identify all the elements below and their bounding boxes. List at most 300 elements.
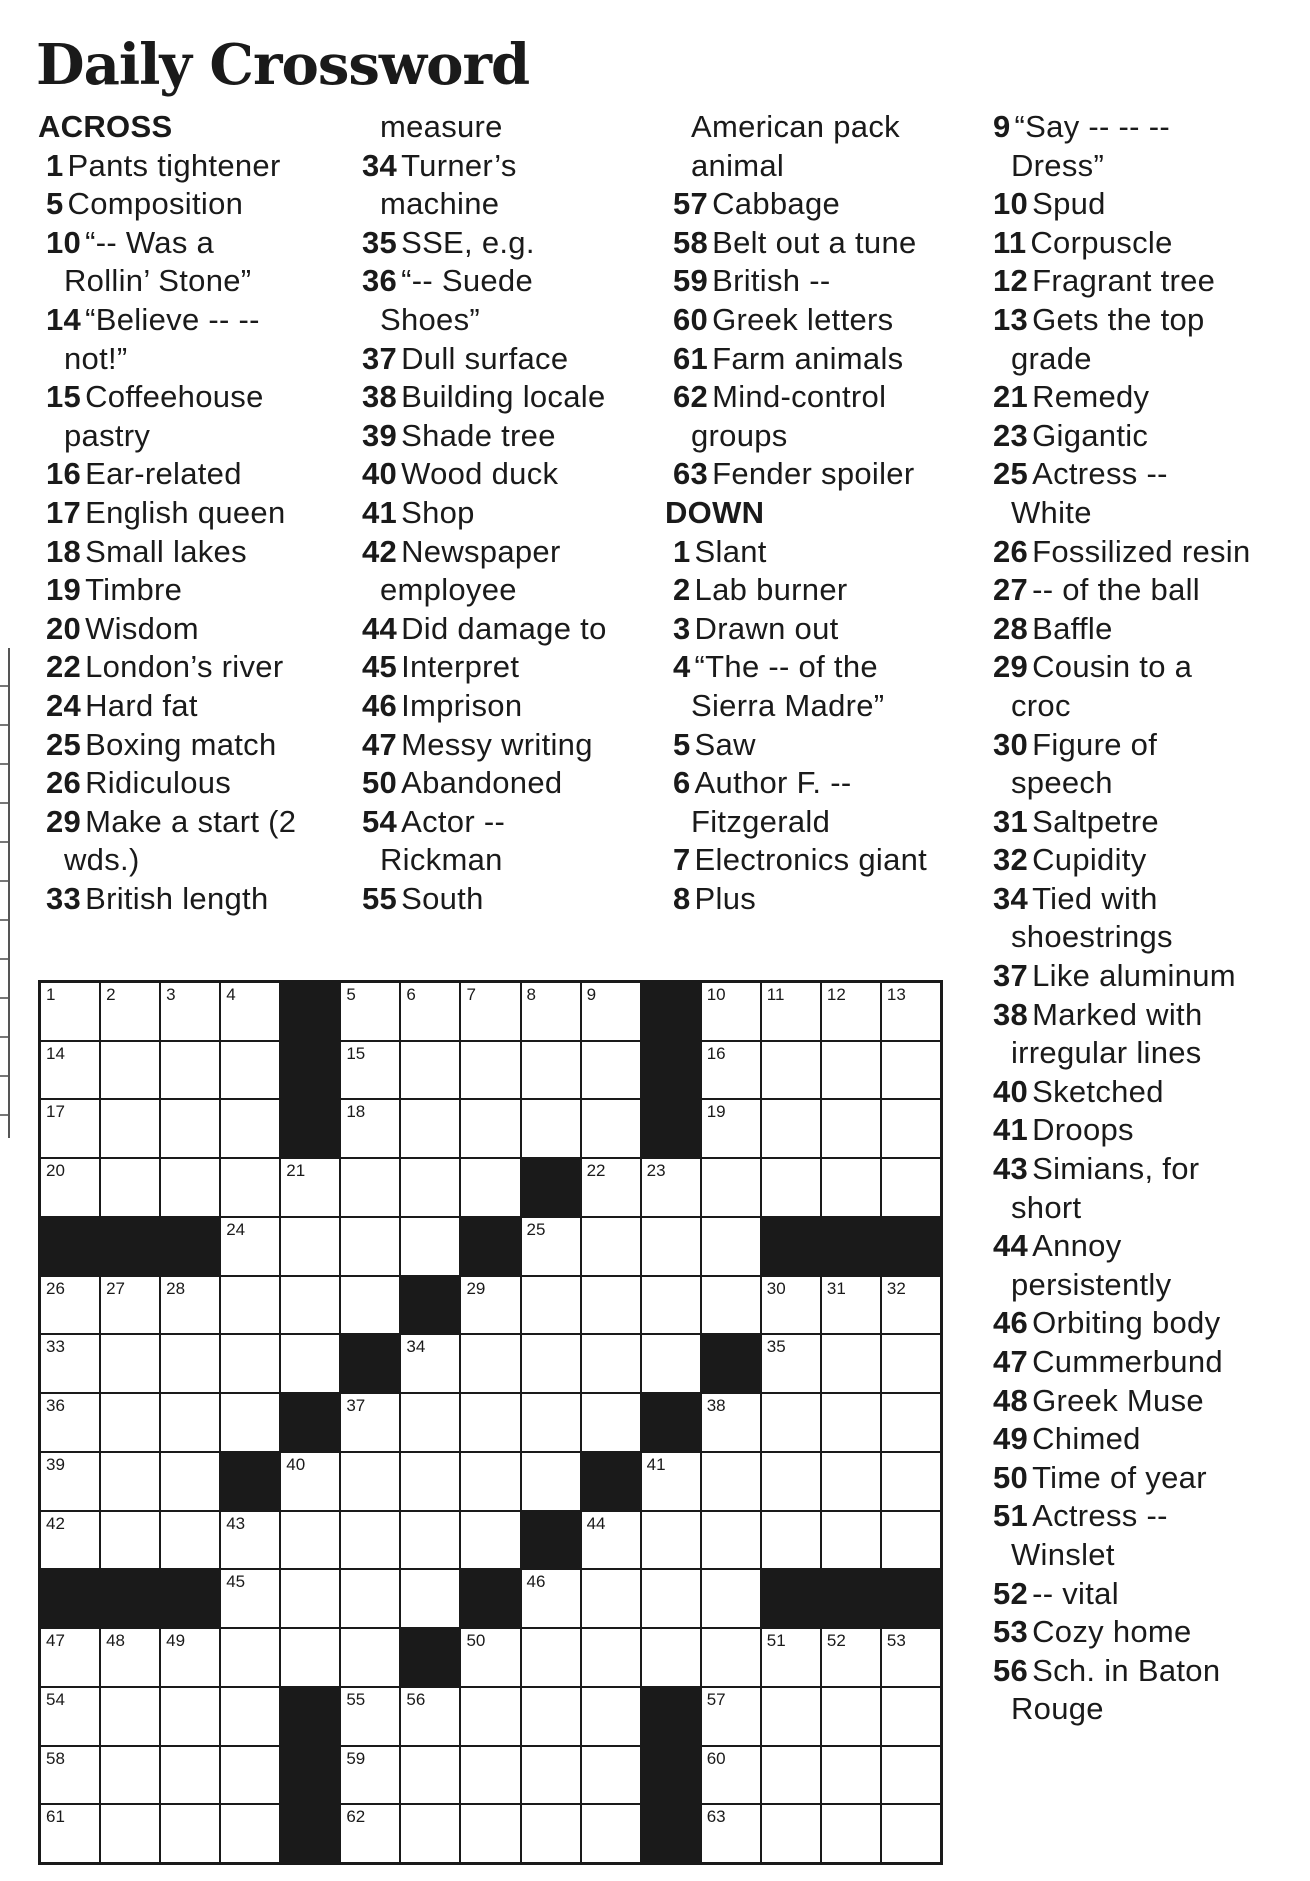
clue (665, 262, 965, 301)
answer-cell[interactable] (822, 1629, 880, 1686)
answer-cell[interactable] (582, 1747, 640, 1804)
clue-number: 36 (362, 263, 398, 299)
cell-number: 15 (346, 1043, 366, 1063)
answer-cell[interactable] (522, 1570, 580, 1627)
answer-cell[interactable] (522, 1335, 580, 1392)
clue-text: Sierra Madre” (691, 687, 885, 723)
answer-cell[interactable] (281, 1570, 339, 1627)
answer-cell[interactable] (882, 1688, 940, 1745)
answer-cell[interactable] (101, 1453, 159, 1510)
answer-cell[interactable] (161, 1394, 219, 1451)
answer-cell[interactable] (762, 1453, 820, 1510)
answer-cell[interactable] (401, 1570, 459, 1627)
answer-cell[interactable] (882, 1335, 940, 1392)
answer-cell[interactable] (461, 1629, 519, 1686)
answer-cell[interactable] (882, 1629, 940, 1686)
black-square (642, 1394, 700, 1451)
black-square (762, 1570, 820, 1627)
answer-cell[interactable] (762, 1512, 820, 1569)
answer-cell[interactable] (221, 1512, 279, 1569)
answer-cell[interactable] (41, 1629, 99, 1686)
answer-cell[interactable] (161, 1042, 219, 1099)
clue-text: “Say -- -- -- (1014, 109, 1170, 144)
answer-cell[interactable] (281, 1335, 339, 1392)
answer-cell[interactable] (281, 1218, 339, 1275)
clue (354, 764, 654, 803)
clue-text: Fender spoiler (712, 456, 915, 492)
answer-cell[interactable] (882, 1747, 940, 1804)
answer-cell[interactable] (461, 1394, 519, 1451)
answer-cell[interactable] (401, 1453, 459, 1510)
answer-cell[interactable] (762, 1805, 820, 1862)
answer-cell[interactable] (101, 1688, 159, 1745)
answer-cell[interactable] (882, 983, 940, 1040)
clue-number: 2 (673, 572, 691, 608)
answer-cell[interactable] (161, 1805, 219, 1862)
answer-cell[interactable] (822, 1100, 880, 1157)
across-heading: ACROSS (38, 109, 173, 144)
clue (38, 533, 338, 572)
answer-cell[interactable] (221, 1042, 279, 1099)
answer-cell[interactable] (642, 1512, 700, 1569)
clue-text: Small lakes (85, 533, 247, 569)
answer-cell[interactable] (522, 1277, 580, 1334)
clue-continuation (665, 687, 965, 726)
answer-cell[interactable] (161, 1453, 219, 1510)
answer-cell[interactable] (582, 983, 640, 1040)
answer-cell[interactable] (522, 1042, 580, 1099)
answer-cell[interactable] (401, 983, 459, 1040)
answer-cell[interactable] (221, 1100, 279, 1157)
cell-number: 38 (706, 1396, 726, 1416)
answer-cell[interactable] (341, 1512, 399, 1569)
answer-cell[interactable] (341, 1747, 399, 1804)
answer-cell[interactable] (101, 1042, 159, 1099)
clue-text: Building locale (401, 379, 606, 415)
answer-cell[interactable] (582, 1277, 640, 1334)
answer-cell[interactable] (461, 1747, 519, 1804)
clue-text: Greek Muse (1032, 1382, 1204, 1418)
clue-number: 44 (993, 1228, 1029, 1264)
answer-cell[interactable] (642, 1570, 700, 1627)
answer-cell[interactable] (762, 1042, 820, 1099)
clue-text: grade (1011, 340, 1092, 376)
black-square (642, 1747, 700, 1804)
black-square (522, 1512, 580, 1569)
answer-cell[interactable] (101, 1512, 159, 1569)
answer-cell[interactable] (41, 1277, 99, 1334)
answer-cell[interactable] (41, 1394, 99, 1451)
answer-cell[interactable] (41, 1042, 99, 1099)
clue-text: not!” (64, 340, 128, 376)
answer-cell[interactable] (522, 1805, 580, 1862)
answer-cell[interactable] (401, 1042, 459, 1099)
answer-cell[interactable] (461, 1100, 519, 1157)
clue-continuation (985, 918, 1305, 957)
answer-cell[interactable] (822, 1335, 880, 1392)
answer-cell[interactable] (161, 1335, 219, 1392)
answer-cell[interactable] (341, 1453, 399, 1510)
answer-cell[interactable] (101, 1277, 159, 1334)
answer-cell[interactable] (461, 1688, 519, 1745)
clue (985, 1382, 1305, 1421)
answer-cell[interactable] (882, 1100, 940, 1157)
clue-text: Turner’s (401, 147, 517, 183)
answer-cell[interactable] (762, 1629, 820, 1686)
clue-number: 23 (993, 417, 1029, 453)
answer-cell[interactable] (522, 1688, 580, 1745)
clue-text: Newspaper (401, 533, 561, 569)
clue-text: animal (691, 147, 785, 183)
answer-cell[interactable] (522, 1453, 580, 1510)
clue-text: -- vital (1032, 1575, 1119, 1611)
clue (985, 957, 1305, 996)
clue-continuation (354, 571, 654, 610)
black-square (281, 1100, 339, 1157)
clue-number: 25 (993, 456, 1029, 492)
answer-cell[interactable] (822, 1277, 880, 1334)
clue (985, 1497, 1305, 1536)
clue-continuation (665, 108, 965, 147)
answer-cell[interactable] (822, 1159, 880, 1216)
answer-cell[interactable] (41, 1100, 99, 1157)
answer-cell[interactable] (41, 983, 99, 1040)
answer-cell[interactable] (702, 1394, 760, 1451)
answer-cell[interactable] (461, 1159, 519, 1216)
answer-cell[interactable] (221, 1218, 279, 1275)
answer-cell[interactable] (882, 1512, 940, 1569)
clue (354, 687, 654, 726)
answer-cell[interactable] (161, 1277, 219, 1334)
clue-text: Cousin to a (1032, 649, 1193, 685)
answer-cell[interactable] (461, 1042, 519, 1099)
answer-cell[interactable] (221, 1747, 279, 1804)
answer-cell[interactable] (702, 1570, 760, 1627)
answer-cell[interactable] (401, 1747, 459, 1804)
answer-cell[interactable] (221, 1629, 279, 1686)
answer-cell[interactable] (882, 1453, 940, 1510)
answer-cell[interactable] (281, 1453, 339, 1510)
clue (985, 1304, 1305, 1343)
clue (38, 494, 338, 533)
clue-continuation (38, 262, 338, 301)
black-square (522, 1159, 580, 1216)
answer-cell[interactable] (281, 1159, 339, 1216)
clue-text: Plus (694, 880, 757, 916)
answer-cell[interactable] (702, 983, 760, 1040)
answer-cell[interactable] (41, 1512, 99, 1569)
answer-cell[interactable] (101, 1629, 159, 1686)
answer-cell[interactable] (341, 1100, 399, 1157)
clue-number: 15 (46, 379, 82, 415)
answer-cell[interactable] (401, 1805, 459, 1862)
answer-cell[interactable] (642, 1335, 700, 1392)
answer-cell[interactable] (582, 1218, 640, 1275)
answer-cell[interactable] (161, 1688, 219, 1745)
answer-cell[interactable] (582, 1100, 640, 1157)
clue-number: 43 (993, 1151, 1029, 1187)
clue-text: Abandoned (401, 765, 563, 801)
answer-cell[interactable] (221, 1394, 279, 1451)
answer-cell[interactable] (762, 1394, 820, 1451)
answer-cell[interactable] (762, 1688, 820, 1745)
clue (38, 648, 338, 687)
clue-number: 21 (993, 379, 1029, 415)
clue-text: Interpret (401, 649, 520, 685)
answer-cell[interactable] (522, 1629, 580, 1686)
answer-cell[interactable] (101, 1747, 159, 1804)
answer-cell[interactable] (882, 1159, 940, 1216)
clue (985, 571, 1305, 610)
answer-cell[interactable] (522, 1394, 580, 1451)
clue-number: 32 (993, 842, 1029, 878)
answer-cell[interactable] (341, 1805, 399, 1862)
answer-cell[interactable] (582, 1042, 640, 1099)
answer-cell[interactable] (221, 1277, 279, 1334)
answer-cell[interactable] (642, 1159, 700, 1216)
answer-cell[interactable] (161, 1629, 219, 1686)
clue-number: 5 (673, 726, 691, 762)
cell-number: 52 (826, 1631, 846, 1651)
answer-cell[interactable] (221, 1570, 279, 1627)
answer-cell[interactable] (461, 1277, 519, 1334)
answer-cell[interactable] (882, 1805, 940, 1862)
answer-cell[interactable] (401, 1100, 459, 1157)
answer-cell[interactable] (762, 1747, 820, 1804)
black-square (281, 1688, 339, 1745)
answer-cell[interactable] (341, 983, 399, 1040)
answer-cell[interactable] (882, 1394, 940, 1451)
clue-text: Ridiculous (85, 765, 232, 801)
page-title: Daily Crossword (36, 32, 530, 98)
clue (354, 648, 654, 687)
cell-number: 55 (346, 1689, 366, 1709)
answer-cell[interactable] (41, 1747, 99, 1804)
answer-cell[interactable] (341, 1042, 399, 1099)
answer-cell[interactable] (41, 1335, 99, 1392)
clue-continuation (38, 841, 338, 880)
clue-number: 50 (993, 1459, 1029, 1495)
cell-number: 22 (586, 1161, 606, 1181)
answer-cell[interactable] (582, 1570, 640, 1627)
clue-text: “The -- of the (694, 649, 878, 685)
answer-cell[interactable] (281, 1277, 339, 1334)
answer-cell[interactable] (461, 1512, 519, 1569)
answer-cell[interactable] (161, 1100, 219, 1157)
clue (985, 1613, 1305, 1652)
clue-number: 34 (993, 880, 1029, 916)
answer-cell[interactable] (582, 1688, 640, 1745)
answer-cell[interactable] (822, 1394, 880, 1451)
answer-cell[interactable] (822, 1042, 880, 1099)
black-square (281, 1805, 339, 1862)
cell-number: 34 (406, 1337, 426, 1357)
clue-number: 37 (993, 958, 1029, 994)
answer-cell[interactable] (101, 983, 159, 1040)
answer-cell[interactable] (822, 1805, 880, 1862)
answer-cell[interactable] (161, 1512, 219, 1569)
answer-cell[interactable] (341, 1218, 399, 1275)
answer-cell[interactable] (762, 1277, 820, 1334)
answer-cell[interactable] (461, 1453, 519, 1510)
clue (354, 224, 654, 263)
cell-number: 5 (346, 985, 356, 1004)
clue-text: Greek letters (712, 301, 894, 337)
answer-cell[interactable] (822, 1747, 880, 1804)
answer-cell[interactable] (341, 1570, 399, 1627)
cell-number: 18 (346, 1102, 366, 1122)
answer-cell[interactable] (221, 1159, 279, 1216)
answer-cell[interactable] (401, 1218, 459, 1275)
clue-text: Wisdom (85, 610, 199, 646)
answer-cell[interactable] (762, 1159, 820, 1216)
answer-cell[interactable] (341, 1394, 399, 1451)
answer-cell[interactable] (642, 1277, 700, 1334)
answer-cell[interactable] (762, 1335, 820, 1392)
clue-text: Messy writing (401, 726, 593, 762)
clue-number: 47 (362, 726, 398, 762)
clue-continuation (38, 340, 338, 379)
clue-text: Spud (1032, 186, 1106, 222)
clue-number: 26 (46, 765, 82, 801)
answer-cell[interactable] (461, 983, 519, 1040)
answer-cell[interactable] (522, 1218, 580, 1275)
answer-cell[interactable] (582, 1335, 640, 1392)
answer-cell[interactable] (281, 1512, 339, 1569)
answer-cell[interactable] (41, 1159, 99, 1216)
answer-cell[interactable] (101, 1805, 159, 1862)
answer-cell[interactable] (762, 983, 820, 1040)
answer-cell[interactable] (281, 1629, 339, 1686)
black-square (461, 1570, 519, 1627)
answer-cell[interactable] (582, 1394, 640, 1451)
clue-continuation (985, 340, 1305, 379)
black-square (822, 1218, 880, 1275)
clue (985, 803, 1305, 842)
answer-cell[interactable] (882, 1277, 940, 1334)
answer-cell[interactable] (702, 1277, 760, 1334)
answer-cell[interactable] (642, 1629, 700, 1686)
clue-number: 38 (993, 996, 1029, 1032)
answer-cell[interactable] (461, 1805, 519, 1862)
clue-text: Mind-control (712, 379, 887, 415)
answer-cell[interactable] (702, 1805, 760, 1862)
answer-cell[interactable] (401, 1394, 459, 1451)
answer-cell[interactable] (401, 1159, 459, 1216)
clue-column-1 (38, 108, 338, 918)
answer-cell[interactable] (702, 1688, 760, 1745)
cell-number: 11 (766, 985, 785, 1004)
clue-number: 35 (362, 224, 398, 260)
clue-text: -- of the ball (1032, 572, 1200, 608)
answer-cell[interactable] (702, 1100, 760, 1157)
answer-cell[interactable] (642, 1218, 700, 1275)
answer-cell[interactable] (341, 1277, 399, 1334)
answer-cell[interactable] (101, 1335, 159, 1392)
clue-text: Tied with (1032, 880, 1158, 916)
clue-text: Sch. in Baton (1032, 1652, 1221, 1688)
clue-number: 60 (673, 301, 709, 337)
clue-text: Droops (1032, 1112, 1134, 1148)
cell-number: 57 (706, 1689, 726, 1709)
clue-number: 47 (993, 1344, 1029, 1379)
answer-cell[interactable] (702, 1042, 760, 1099)
answer-cell[interactable] (702, 1512, 760, 1569)
answer-cell[interactable] (882, 1042, 940, 1099)
answer-cell[interactable] (582, 1512, 640, 1569)
cell-number: 45 (226, 1572, 246, 1592)
clue-text: Cabbage (712, 186, 841, 222)
answer-cell[interactable] (522, 1747, 580, 1804)
answer-cell[interactable] (41, 1688, 99, 1745)
clue-text: pastry (64, 417, 151, 453)
answer-cell[interactable] (41, 1453, 99, 1510)
answer-cell[interactable] (101, 1100, 159, 1157)
answer-cell[interactable] (702, 1453, 760, 1510)
answer-cell[interactable] (161, 1747, 219, 1804)
clue-number: 17 (46, 494, 82, 530)
answer-cell[interactable] (522, 1100, 580, 1157)
answer-cell[interactable] (101, 1394, 159, 1451)
clue (985, 378, 1305, 417)
answer-cell[interactable] (702, 1629, 760, 1686)
answer-cell[interactable] (341, 1688, 399, 1745)
answer-cell[interactable] (822, 983, 880, 1040)
clue-continuation (985, 1536, 1305, 1575)
answer-cell[interactable] (822, 1512, 880, 1569)
answer-cell[interactable] (41, 1805, 99, 1862)
answer-cell[interactable] (401, 1335, 459, 1392)
clue-number: 46 (993, 1305, 1029, 1341)
answer-cell[interactable] (522, 983, 580, 1040)
clue-number: 29 (46, 803, 82, 839)
clue-text: Farm animals (712, 340, 904, 376)
cell-number: 21 (286, 1161, 306, 1181)
answer-cell[interactable] (702, 1159, 760, 1216)
answer-cell[interactable] (221, 1805, 279, 1862)
answer-cell[interactable] (702, 1747, 760, 1804)
clue-text: Shade tree (401, 417, 556, 453)
answer-cell[interactable] (401, 1512, 459, 1569)
clue (665, 340, 965, 379)
answer-cell[interactable] (341, 1159, 399, 1216)
clue (354, 726, 654, 765)
clue-number: 50 (362, 765, 398, 801)
answer-cell[interactable] (221, 1688, 279, 1745)
answer-cell[interactable] (461, 1335, 519, 1392)
answer-cell[interactable] (401, 1688, 459, 1745)
clue-number: 62 (673, 379, 709, 415)
answer-cell[interactable] (582, 1629, 640, 1686)
cell-number: 17 (46, 1102, 65, 1122)
answer-cell[interactable] (822, 1688, 880, 1745)
clue (985, 841, 1305, 880)
answer-cell[interactable] (101, 1159, 159, 1216)
answer-cell[interactable] (822, 1453, 880, 1510)
answer-cell[interactable] (582, 1159, 640, 1216)
answer-cell[interactable] (221, 983, 279, 1040)
answer-cell[interactable] (161, 983, 219, 1040)
answer-cell[interactable] (702, 1218, 760, 1275)
answer-cell[interactable] (161, 1159, 219, 1216)
answer-cell[interactable] (762, 1100, 820, 1157)
answer-cell[interactable] (341, 1629, 399, 1686)
answer-cell[interactable] (582, 1805, 640, 1862)
answer-cell[interactable] (221, 1335, 279, 1392)
answer-cell[interactable] (642, 1453, 700, 1510)
clue-text: Saltpetre (1032, 803, 1159, 839)
cell-number: 6 (406, 985, 416, 1004)
